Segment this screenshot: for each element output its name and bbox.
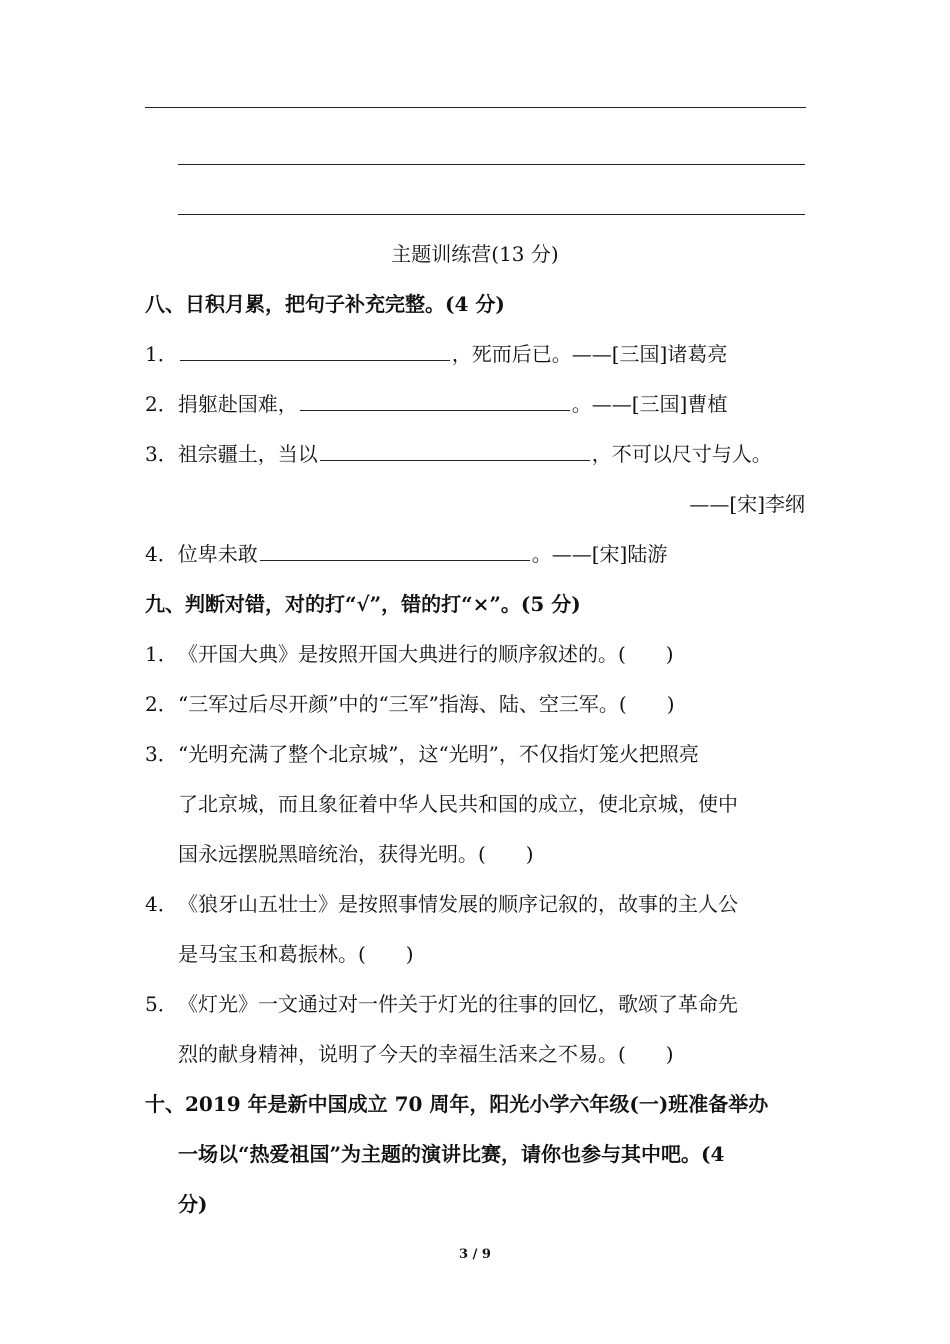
section-title: 主题训练营(13 分) [391,242,559,266]
q9-item-5-text-line-1: 《灯光》一文通过对一件关于灯光的往事的回忆，歌颂了革命先 [178,992,738,1016]
page-number: 3 / 9 [459,1247,491,1262]
q9-item-1-text: 《开国大典》是按照开国大典进行的顺序叙述的。( ) [178,642,674,666]
answer-line-2 [178,164,805,165]
q10-heading-line-3: 分) [178,1192,208,1216]
q9-item-1-num: 1． [145,642,178,666]
q8-item-1: 1． ，死而后已。——[三国]诸葛亮 [145,342,728,366]
answer-line-3 [178,214,805,215]
q9-item-3-text-line-2: 了北京城，而且象征着中华人民共和国的成立，使北京城，使中 [178,792,738,816]
q8-item-2: 2．捐躯赴国难， 。——[三国]曹植 [145,392,728,416]
q8-item-3-attribution: ——[宋]李纲 [689,492,805,516]
q8-item-4: 4．位卑未敢 。——[宋]陆游 [145,542,668,566]
q9-item-5-text-line-2: 烈的献身精神，说明了今天的幸福生活来之不易。( ) [178,1042,674,1066]
q8-heading: 八、日积月累，把句子补充完整。(4 分) [145,292,505,316]
q9-item-4-text-line-1: 《狼牙山五壮士》是按照事情发展的顺序记叙的，故事的主人公 [178,892,738,916]
item-number: 4． [145,542,178,566]
q9-item-2-text: “三军过后尽开颜”中的“三军”指海、陆、空三军。( ) [178,692,675,716]
q9-item-3-text-line-3: 国永远摆脱黑暗统治，获得光明。( ) [178,842,534,866]
q9-item-4-num: 4． [145,892,178,916]
q9-item-2-num: 2． [145,692,178,716]
fill-blank[interactable] [180,340,450,361]
q8-item-3: 3．祖宗疆土，当以 ，不可以尺寸与人。 [145,442,772,466]
fill-blank[interactable] [260,540,530,561]
q10-heading-line-1: 十、2019 年是新中国成立 70 周年，阳光小学六年级(一)班准备举办 [145,1092,769,1116]
q9-item-3-text-line-1: “光明充满了整个北京城”，这“光明”，不仅指灯笼火把照亮 [178,742,699,766]
item-number: 2． [145,392,178,416]
answer-line-1 [145,107,806,108]
fill-blank[interactable] [300,390,570,411]
item-number: 1． [145,342,178,366]
q9-item-5-num: 5． [145,992,178,1016]
q10-heading-line-2: 一场以“热爱祖国”为主题的演讲比赛，请你也参与其中吧。(4 [178,1142,725,1166]
q9-heading: 九、判断对错，对的打“√”，错的打“×”。(5 分) [145,592,581,616]
q9-item-3-num: 3． [145,742,178,766]
item-number: 3． [145,442,178,466]
fill-blank[interactable] [320,440,590,461]
q9-item-4-text-line-2: 是马宝玉和葛振林。( ) [178,942,414,966]
